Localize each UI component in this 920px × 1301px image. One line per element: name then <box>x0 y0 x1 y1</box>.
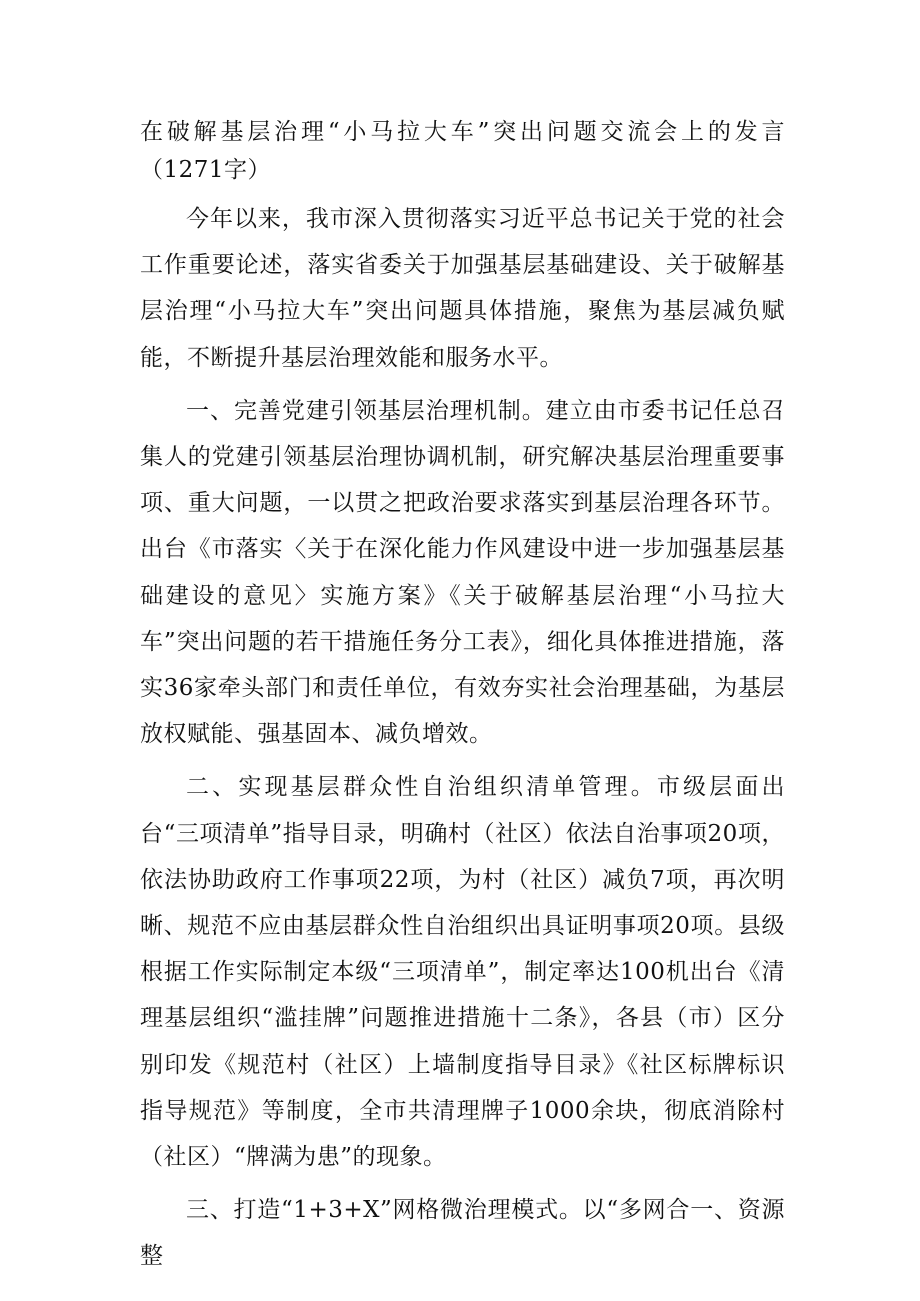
paragraph-intro: 今年以来，我市深入贯彻落实习近平总书记关于党的社会工作重要论述，落实省委关于加强基层基础建设、关于破解基层治理“小马拉大车”突出问题具体措施，聚焦为基层减负赋能，不断提升基层治理效能和服务水平。 <box>140 206 785 371</box>
paragraph-section-2: 二、实现基层群众性自治组织清单管理。市级层面出台“三项清单”指导目录，明确村（社区）依法自治事项20项，依法协助政府工作事项22项，为村（社区）减负7项，再次明晰、规范不应由基层群众性自治组织出具证明事项20项。县级根据工作实际制定本级“三项清单”，制定率达100机出台《清理基层组织“滥挂牌”问题推进措施十二条》，各县（市）区分别印发《规范村（社区）上墙制度指导目录》《社区标牌标识指导规范》等制度，全市共清理牌子1000余块，彻底消除村（社区）“牌满为患”的现象。 <box>140 774 785 1171</box>
document-body <box>140 113 785 1287</box>
paragraph-section-1: 一、完善党建引领基层治理机制。建立由市委书记任总召集人的党建引领基层治理协调机制，研究解决基层治理重要事项、重大问题，一以贯之把政治要求落实到基层治理各环节。出台《市落实〈关于在深化能力作风建设中进一步加强基层基础建设的意见〉实施方案》《关于破解基层治理“小马拉大车”突出问题的若干措施任务分工表》，细化具体推进措施，落实36家牵头部门和责任单位，有效夯实社会治理基础，为基层放权赋能、强基固本、减负增效。 <box>140 397 785 748</box>
document-title: 在破解基层治理“小马拉大车”突出问题交流会上的发言（1271字） <box>140 119 785 183</box>
paragraph-section-3: 三、打造“1+3+X”网格微治理模式。以“多网合一、资源整 <box>140 1197 785 1270</box>
